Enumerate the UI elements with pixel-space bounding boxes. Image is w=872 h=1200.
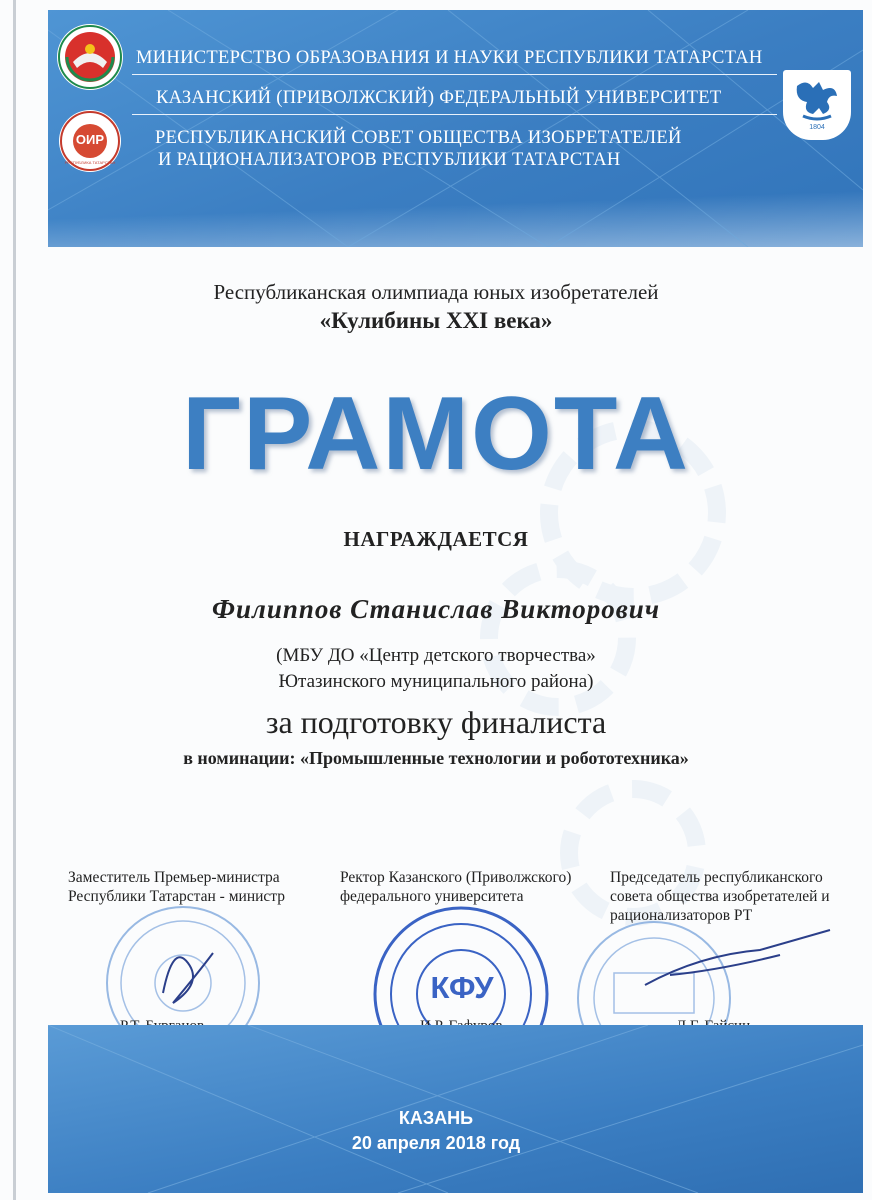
header-council-line2: И РАЦИОНАЛИЗАТОРОВ РЕСПУБЛИКИ ТАТАРСТАН [158, 150, 621, 170]
footer-date: 20 апреля 2018 год [351, 1133, 521, 1153]
kfu-stamp-text: КФУ [430, 970, 494, 1005]
header-ministry: МИНИСТЕРСТВО ОБРАЗОВАНИЯ И НАУКИ РЕСПУБЛИКИ ТАТАРСТАН [136, 48, 763, 68]
olympiad-name: Республиканская олимпиада юных изобретателей [213, 280, 659, 304]
organization-line1: (МБУ ДО «Центр детского творчества» [276, 645, 596, 666]
oir-emblem-icon [59, 110, 121, 172]
oir-logo-text: ОИР [75, 132, 105, 147]
footer-city: КАЗАНЬ [398, 1108, 474, 1128]
header-council-line1: РЕСПУБЛИКАНСКИЙ СОВЕТ ОБЩЕСТВА ИЗОБРЕТАТЕЛЕЙ [155, 128, 682, 148]
council-signature [640, 925, 840, 995]
signatory-2-title: Ректор Казанского (Приволжского) федерального университета [340, 869, 572, 905]
olympiad-title: «Кулибины XXI века» [319, 308, 553, 333]
organization-line2: Ютазинского муниципального района) [278, 671, 594, 692]
award-reason: за подготовку финалиста [265, 704, 607, 740]
recipient-name: Филиппов Станислав Викторович [212, 594, 660, 624]
tatarstan-emblem-icon [57, 24, 123, 90]
nomination: в номинации: «Промышленные технологии и робототехника» [183, 748, 689, 768]
kfu-logo-year: 1804 [809, 124, 825, 131]
certificate-heading: ГРАМОТА [182, 376, 690, 492]
kfu-logo-icon [783, 70, 851, 140]
signatory-1-title: Заместитель Премьер-министра Республики Татарстан - министр [68, 869, 285, 905]
header-university: КАЗАНСКИЙ (ПРИВОЛЖСКИЙ) ФЕДЕРАЛЬНЫЙ УНИВЕРСИТЕТ [156, 88, 722, 108]
awarded-label: НАГРАЖДАЕТСЯ [343, 527, 529, 551]
oir-logo-ring-text: РЕСПУБЛИКА ТАТАРСТАН [64, 160, 116, 165]
header-band [48, 10, 863, 247]
signatory-3-title: Председатель республиканского совета общества изобретателей и рационализаторов РТ [610, 869, 830, 924]
